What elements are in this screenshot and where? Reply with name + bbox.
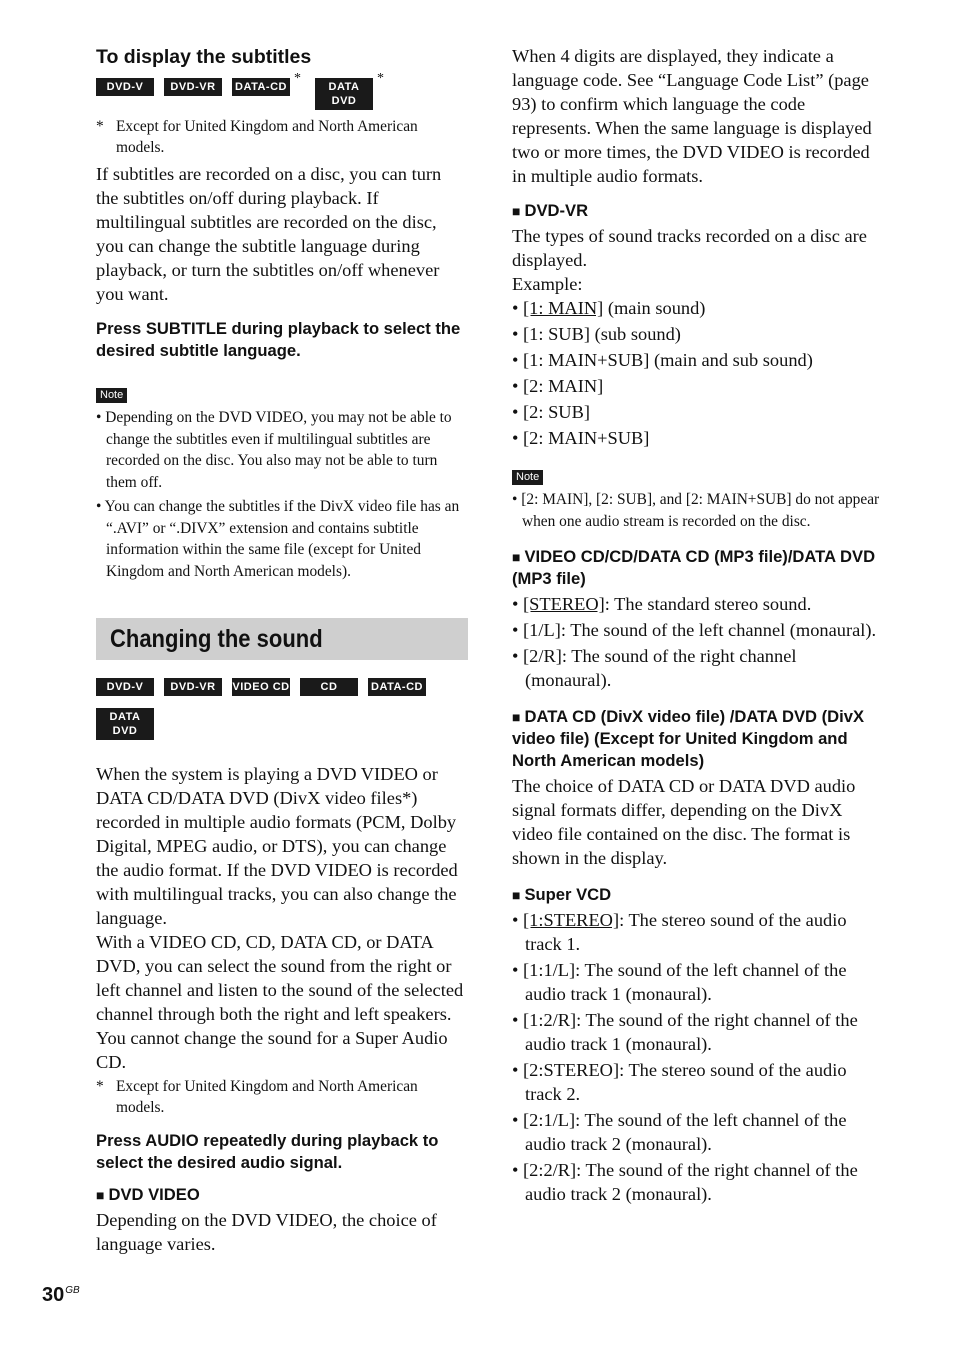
- square-bullet-icon: ■: [512, 887, 521, 903]
- disc-badge-dvd-v: DVD-V: [96, 78, 154, 96]
- subtitle-body: If subtitles are recorded on a disc, you can turn the subtitles on/off during playback. If multilingual subtitles are recorded on the disc, you can change the subtitle language during playback, or turn the subtitles on/off whenever you want.: [96, 164, 442, 304]
- disc-badge-data-dvd: DATA DVD: [315, 78, 373, 110]
- vcd-heading: ■ VIDEO CD/CD/DATA CD (MP3 file)/DATA DVD (MP3 file): [512, 547, 876, 588]
- option-label: [2/R]: [523, 646, 562, 666]
- dvd-video-heading: ■ DVD VIDEO: [96, 1185, 200, 1204]
- option-label: [1: SUB]: [523, 324, 590, 344]
- divx-body: The choice of DATA CD or DATA DVD audio signal formats differ, depending on the DivX video file contained on the disc. The format is shown in the display.: [512, 776, 856, 868]
- option-label: [2: SUB]: [523, 402, 590, 422]
- option-label: [1/L]: [523, 620, 561, 640]
- super-vcd-heading: ■ Super VCD: [512, 885, 612, 904]
- sound-body-1: When the system is playing a DVD VIDEO or DATA CD/DATA DVD (DivX video files*) recorded in multiple audio formats (PCM, Dolby Digital, MPEG audio, or DTS), you can change the audio format. If the DVD VIDEO is recorded with multilingual tracks, you can also change the language.: [96, 764, 458, 928]
- option-label: [2:1/L]: [523, 1110, 576, 1130]
- option-label: [2: MAIN+SUB]: [523, 428, 650, 448]
- left-column: [96, 44, 468, 1256]
- option-label: [1: MAIN+SUB]: [523, 350, 650, 370]
- note-item: • [2: MAIN], [2: SUB], and [2: MAIN+SUB] do not appear when one audio stream is recorded on the disc.: [512, 491, 880, 530]
- sound-disc-badges: [96, 678, 468, 740]
- list-item: • [2: MAIN]: [512, 376, 604, 396]
- section-title: Changing the sound: [110, 624, 323, 653]
- list-item: • [1:2/R]: The sound of the right channel of the audio track 1 (monaural).: [512, 1010, 858, 1054]
- list-item: • [1:STEREO]: The stereo sound of the audio track 1.: [512, 910, 847, 954]
- sound-body-2: With a VIDEO CD, CD, DATA CD, or DATA DVD, you can select the sound from the right or left channel and listen to the sound of the selected channel through both the right and left speakers.: [96, 932, 464, 1024]
- option-label: [1:1/L]: [523, 960, 576, 980]
- subtitle-disc-badges: [96, 71, 468, 110]
- list-item: • [1: SUB] (sub sound): [512, 324, 681, 344]
- option-label: [1: MAIN]: [523, 298, 604, 318]
- sound-footnote: * Except for United Kingdom and North American models.: [96, 1078, 418, 1116]
- asterisk-mark: *: [294, 71, 301, 86]
- disc-badge-data-dvd: DATA DVD: [96, 708, 154, 740]
- disc-badge-data-cd: DATA-CD: [368, 678, 426, 696]
- right-column: [512, 44, 884, 1208]
- sound-body-3: You cannot change the sound for a Super Audio CD.: [96, 1028, 448, 1072]
- subtitle-instruction: Press SUBTITLE during playback to select the desired subtitle language.: [96, 319, 461, 360]
- list-item: • [1/L]: The sound of the left channel (monaural).: [512, 620, 877, 640]
- list-item: • [2/R]: The sound of the right channel (monaural).: [512, 646, 797, 690]
- square-bullet-icon: ■: [512, 709, 521, 725]
- list-item: • [1: MAIN+SUB] (main and sub sound): [512, 350, 813, 370]
- list-item: • [STEREO]: The standard stereo sound.: [512, 594, 812, 614]
- option-label: [2: MAIN]: [523, 376, 604, 396]
- list-item: • [1:1/L]: The sound of the left channel of the audio track 1 (monaural).: [512, 960, 847, 1004]
- option-description: : The sound of the left channel of the audio track 1 (monaural).: [525, 960, 847, 1004]
- option-label: [2:STEREO]: [523, 1060, 620, 1080]
- option-label: [1:STEREO]: [523, 910, 620, 930]
- vcd-list: [512, 592, 884, 692]
- option-label: [2:2/R]: [523, 1160, 577, 1180]
- subtitle-notes: [96, 407, 468, 582]
- option-label: [1:2/R]: [523, 1010, 577, 1030]
- super-vcd-list: [512, 908, 884, 1206]
- option-description: : The sound of the right channel (monaural).: [525, 646, 797, 690]
- page-number: $30^{GB}$: [42, 1284, 80, 1306]
- square-bullet-icon: ■: [512, 203, 521, 219]
- disc-badge-dvd-vr: DVD-VR: [164, 78, 222, 96]
- option-description: : The sound of the left channel (monaural).: [560, 620, 877, 640]
- note-item: • You can change the subtitles if the DivX video file has an “.AVI” or “.DIVX” extension and contains subtitle information within the same file (except for United Kingdom and North American models).: [96, 498, 460, 580]
- option-description: : The standard stereo sound.: [604, 594, 812, 614]
- subtitles-heading: To display the subtitles: [96, 46, 312, 68]
- note-item: • Depending on the DVD VIDEO, you may not be able to change the subtitles even if multilingual subtitles are recorded on the disc. You also may not be able to turn them off.: [96, 409, 452, 491]
- note-label: Note: [96, 388, 127, 403]
- divx-heading: ■ DATA CD (DivX video file) /DATA DVD (DivX video file) (Except for United Kingdom and North American models): [512, 707, 865, 770]
- option-label: [STEREO]: [523, 594, 605, 614]
- option-description: : The sound of the right channel of the audio track 2 (monaural).: [525, 1160, 858, 1204]
- dvd-vr-list: [512, 296, 884, 450]
- option-description: : The stereo sound of the audio track 1.: [525, 910, 847, 954]
- disc-badge-dvd-v: DVD-V: [96, 678, 154, 696]
- square-bullet-icon: ■: [512, 549, 521, 565]
- dvd-vr-notes: [512, 489, 884, 532]
- option-description: : The stereo sound of the audio track 2.: [525, 1060, 847, 1104]
- disc-badge-dvd-vr: DVD-VR: [164, 678, 222, 696]
- list-item: • [2:2/R]: The sound of the right channel of the audio track 2 (monaural).: [512, 1160, 858, 1204]
- option-description: (sub sound): [589, 324, 681, 344]
- option-description: (main and sub sound): [649, 350, 813, 370]
- option-description: : The sound of the right channel of the audio track 1 (monaural).: [525, 1010, 858, 1054]
- list-item: • [2: MAIN+SUB]: [512, 428, 650, 448]
- sound-instruction: Press AUDIO repeatedly during playback to select the desired audio signal.: [96, 1131, 439, 1172]
- list-item: • [2: SUB]: [512, 402, 590, 422]
- disc-badge-cd: CD: [300, 678, 358, 696]
- note-label: Note: [512, 470, 543, 485]
- section-banner: [96, 618, 468, 660]
- example-label: Example:: [512, 274, 583, 294]
- list-item: • [2:1/L]: The sound of the left channel of the audio track 2 (monaural).: [512, 1110, 847, 1154]
- option-description: (main sound): [603, 298, 706, 318]
- disc-badge-video-cd: VIDEO CD: [232, 678, 290, 696]
- subtitle-footnote: * Except for United Kingdom and North American models.: [96, 118, 418, 156]
- dvd-video-body: Depending on the DVD VIDEO, the choice of language varies.: [96, 1210, 437, 1254]
- dvd-vr-body: The types of sound tracks recorded on a disc are displayed.: [512, 226, 867, 270]
- disc-badge-data-cd: DATA-CD: [232, 78, 290, 96]
- language-code-body: When 4 digits are displayed, they indicate a language code. See “Language Code List” (page 93) to confirm which language the code represents. When the same language is displayed two or more times, the DVD VIDEO is recorded in multiple audio formats.: [512, 46, 872, 186]
- asterisk-mark: *: [377, 71, 384, 86]
- list-item: • [2:STEREO]: The stereo sound of the audio track 2.: [512, 1060, 847, 1104]
- dvd-vr-heading: ■ DVD-VR: [512, 201, 589, 220]
- option-description: : The sound of the left channel of the audio track 2 (monaural).: [525, 1110, 847, 1154]
- list-item: • [1: MAIN] (main sound): [512, 298, 706, 318]
- square-bullet-icon: ■: [96, 1187, 105, 1203]
